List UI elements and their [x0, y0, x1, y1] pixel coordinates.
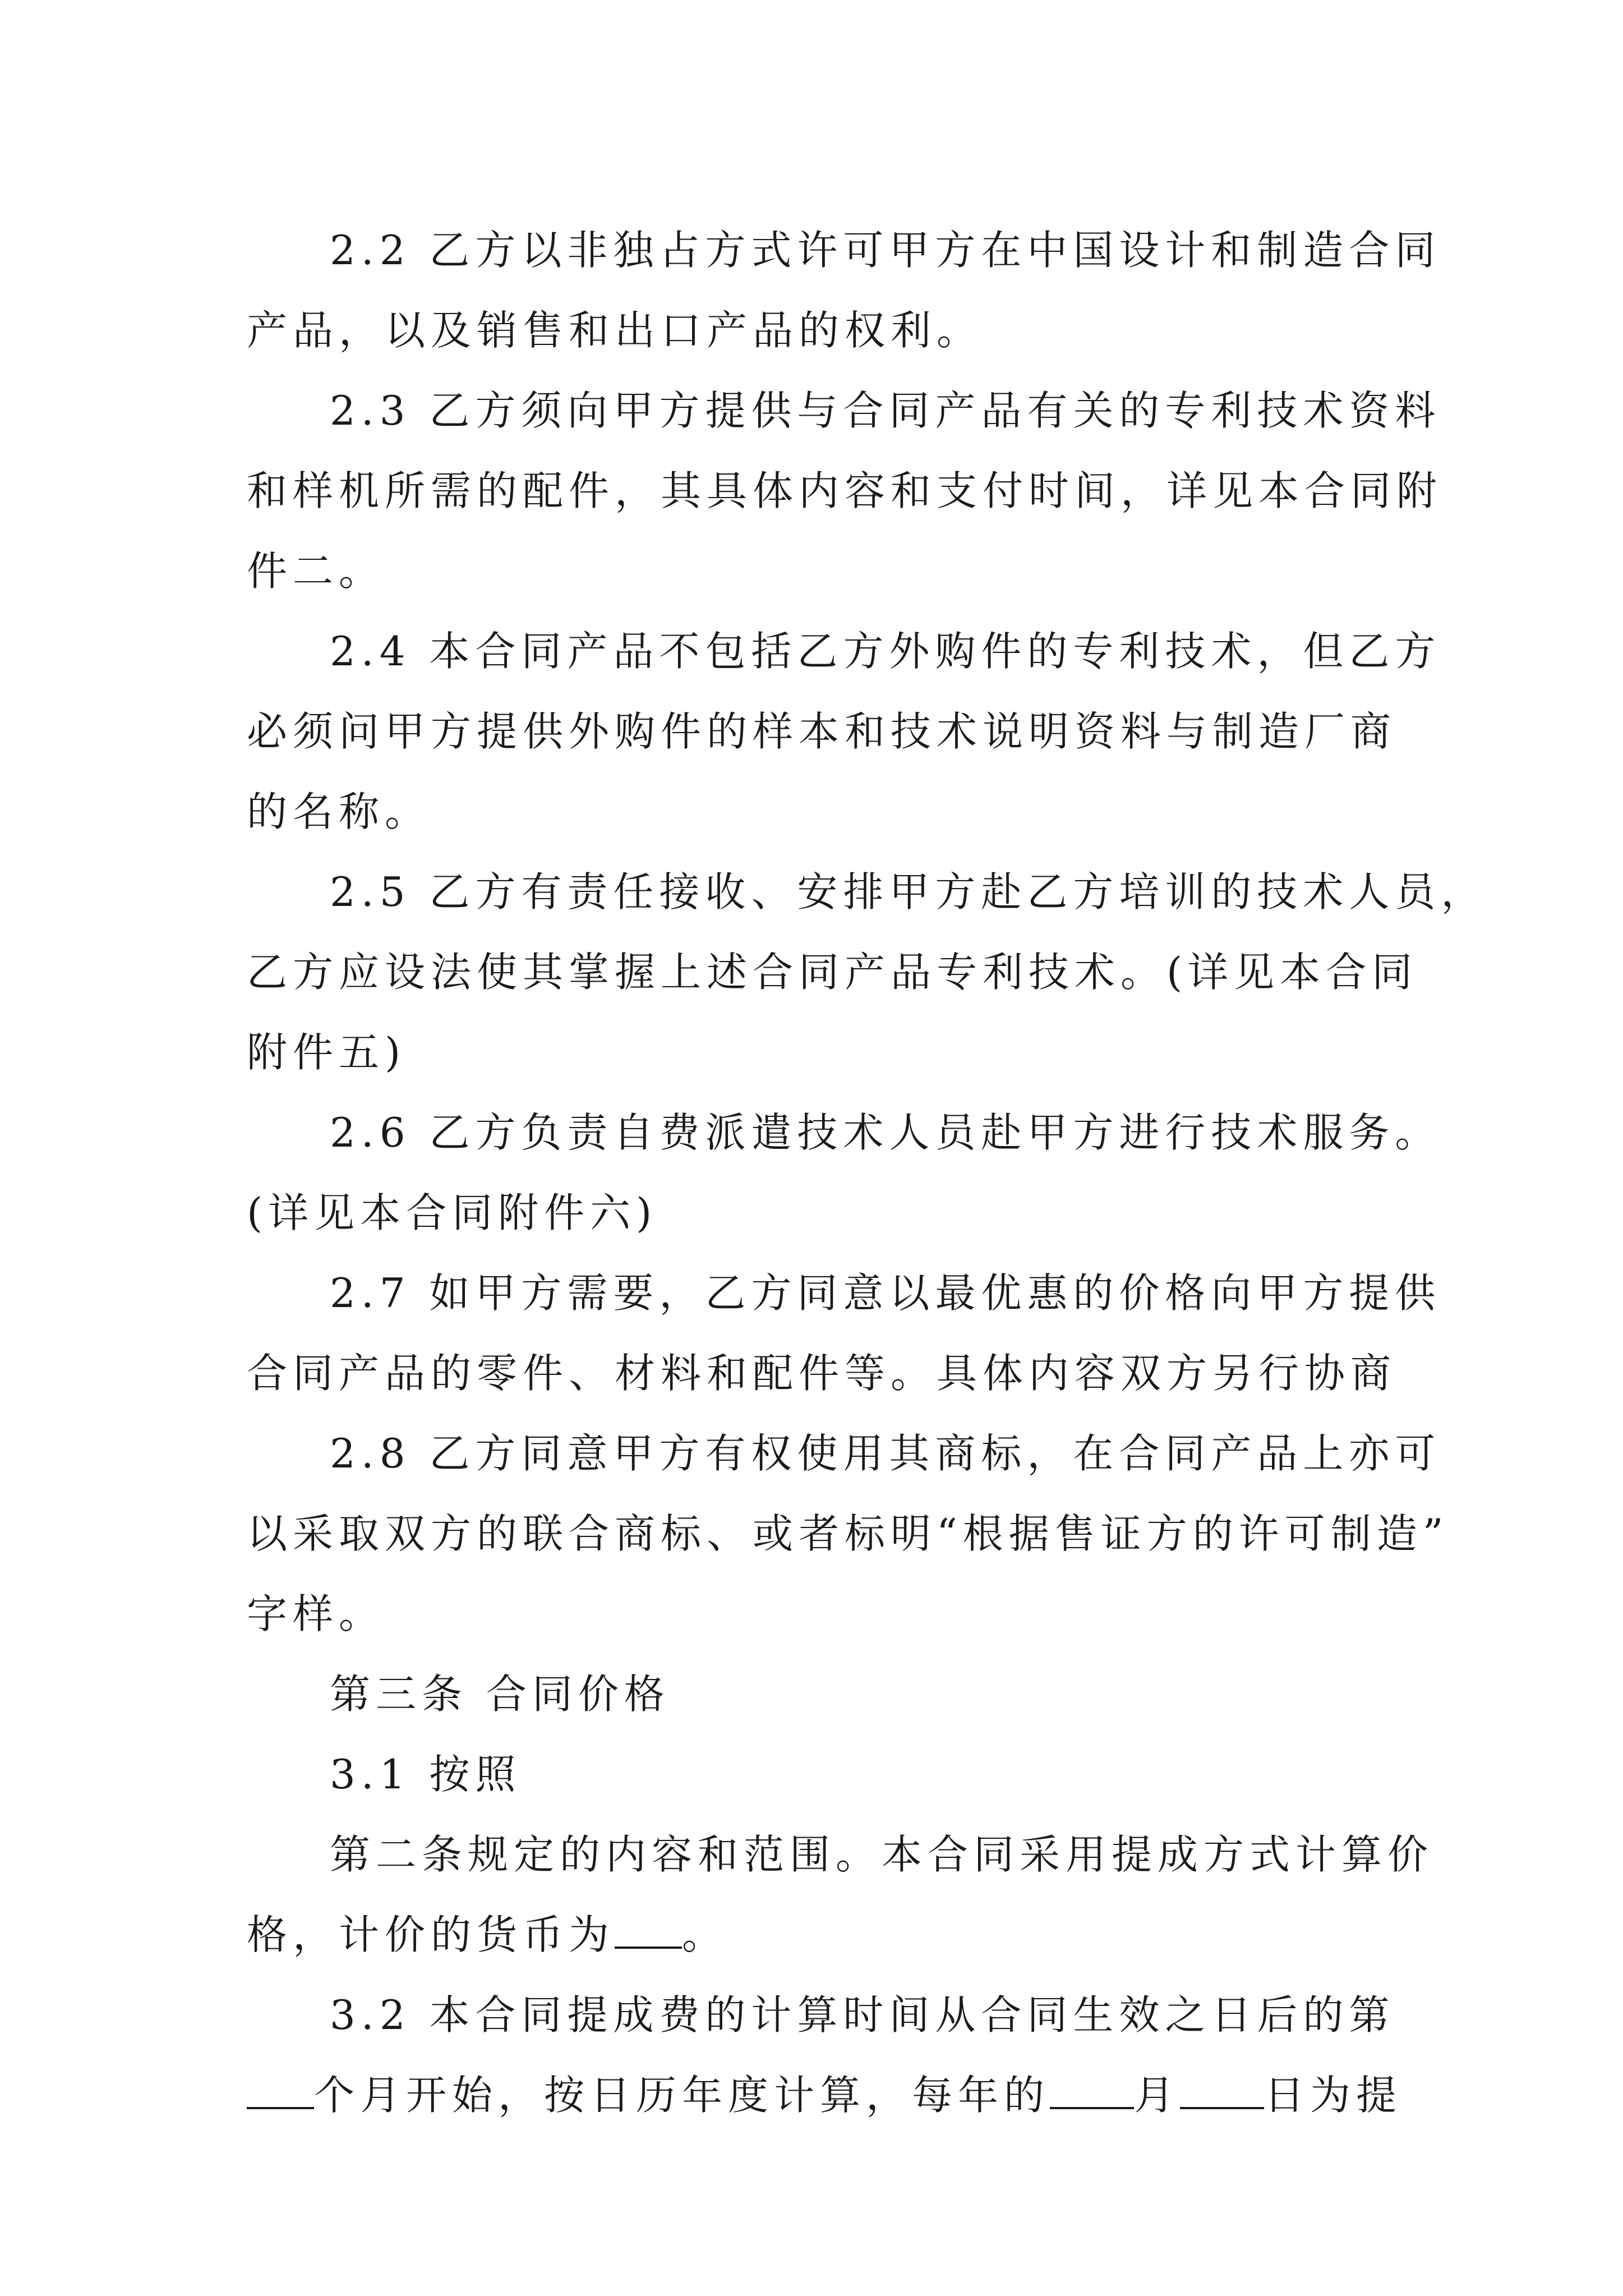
paragraph-p3-1: [247, 1734, 1385, 1815]
text-line: 3.2 本合同提成费的计算时间从合同生效之日后的第: [330, 1991, 1395, 2039]
text-line: 合同产品的零件、材料和配件等。具体内容双方另行协商: [247, 1350, 1397, 1397]
text-line: 必须问甲方提供外购件的样本和技术说明资料与制造厂商: [247, 708, 1397, 755]
currency-blank: [615, 1912, 682, 1949]
text-fragment: 日为提: [1264, 2072, 1403, 2119]
text-line: 的名称。: [247, 788, 431, 835]
paragraph-art3: [247, 1654, 1385, 1734]
document-body: [247, 210, 1487, 2136]
paragraph-p2-3: [247, 371, 1443, 611]
paragraph-p2-7: [247, 1253, 1441, 1414]
text-line: 2.8 乙方同意甲方有权使用其商标，在合同产品上亦可: [330, 1430, 1441, 1477]
paragraph-p2-5: [247, 852, 1487, 1093]
text-line: [247, 2055, 1403, 2136]
text-line: 以采取双方的联合商标、或者标明“根据售证方的许可制造”: [247, 1510, 1449, 1557]
text-fragment: 月: [1134, 2072, 1181, 2119]
text-line: 和样机所需的配件，其具体内容和支付时间，详见本合同附: [247, 467, 1443, 514]
text-line: 2.6 乙方负责自费派遣技术人员赴甲方进行技术服务。: [330, 1109, 1441, 1156]
text-line: 乙方应设法使其掌握上述合同产品专利技术。(详见本合同: [247, 949, 1418, 996]
paragraph-p3-2: [247, 1975, 1403, 2136]
text-line: 3.1 按照: [330, 1751, 522, 1798]
paragraph-p2-6: [247, 1093, 1441, 1253]
text-line: (详见本合同附件六): [247, 1189, 658, 1236]
text-line: 产品，以及销售和出口产品的权利。: [247, 307, 983, 354]
text-line: 2.3 乙方须向甲方提供与合同产品有关的专利技术资料: [330, 387, 1441, 434]
day-blank: [1180, 2072, 1264, 2109]
paragraph-p3-1b: [247, 1815, 1434, 1975]
paragraph-p2-4: [247, 611, 1441, 852]
text-line: 件二。: [247, 547, 385, 595]
text-line: 第二条规定的内容和范围。本合同采用提成方式计算价: [330, 1831, 1434, 1878]
text-line: 2.2 乙方以非独占方式许可甲方在中国设计和制造合同: [330, 227, 1441, 274]
month-blank: [1050, 2072, 1134, 2109]
text-line: 附件五): [247, 1029, 407, 1076]
text-line: 格，计价的货币为 。: [247, 1911, 728, 1958]
month-count-blank: [247, 2072, 314, 2109]
text-line: 字样。: [247, 1590, 385, 1637]
text-fragment: 个月开始，按日历年度计算，每年的: [314, 2072, 1050, 2119]
paragraph-p2-2: [247, 210, 1441, 371]
text-line: 2.5 乙方有责任接收、安排甲方赴乙方培训的技术人员，: [330, 868, 1487, 915]
text-line: 第三条 合同价格: [330, 1671, 670, 1718]
text-line: 2.7 如甲方需要，乙方同意以最优惠的价格向甲方提供: [330, 1269, 1441, 1317]
text-line: 2.4 本合同产品不包括乙方外购件的专利技术，但乙方: [330, 628, 1441, 675]
paragraph-p2-8: [247, 1414, 1449, 1654]
text-fragment: 。: [682, 1911, 728, 1958]
